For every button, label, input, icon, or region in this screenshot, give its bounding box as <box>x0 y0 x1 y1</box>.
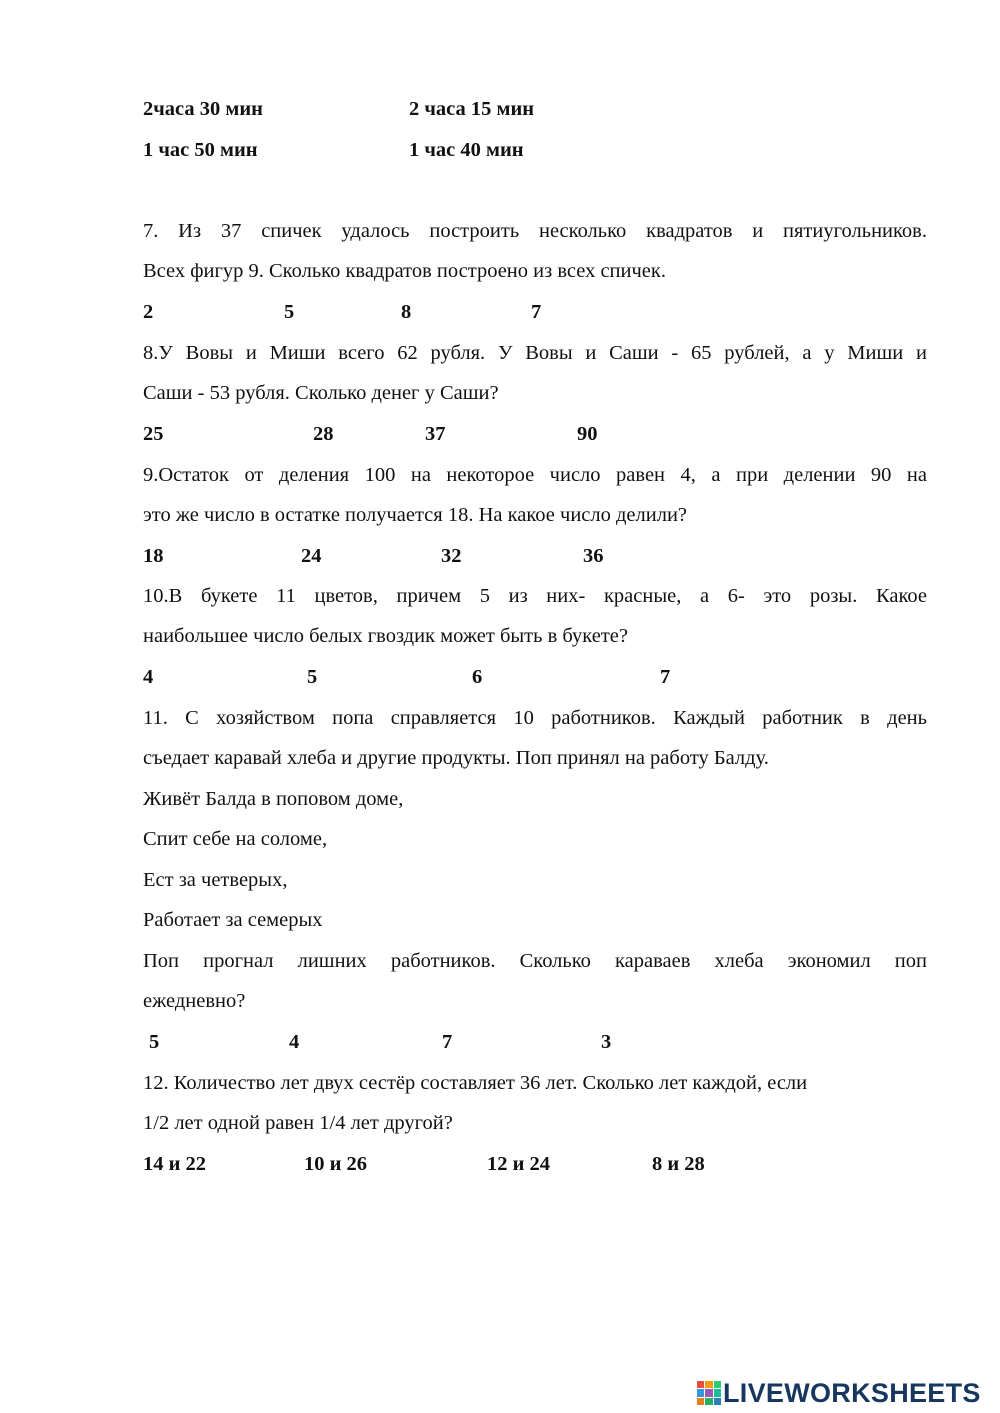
q12-line-2: 1/2 лет одной равен 1/4 лет другой? <box>143 1112 453 1134</box>
answer-option: 8 и 28 <box>652 1153 705 1175</box>
answer-option: 25 <box>143 423 164 445</box>
q9-line-2: это же число в остатке получается 18. На какое число делили? <box>143 504 688 526</box>
answer-option: 1 час 40 мин <box>409 139 524 161</box>
q12-line-1: 12. Количество лет двух сестёр составляет 36 лет. Сколько лет каждой, если <box>143 1072 808 1094</box>
logo-grid-cell <box>697 1398 704 1405</box>
logo-grid-cell <box>705 1381 712 1388</box>
answer-option: 28 <box>313 423 334 445</box>
q10-line-1: 10.В букете 11 цветов, причем 5 из них- красные, а 6- это розы. Какое <box>143 585 927 607</box>
logo-grid-cell <box>714 1381 721 1388</box>
logo-grid-cell <box>705 1389 712 1396</box>
q11-poem-line-1: Живёт Балда в поповом доме, <box>143 788 404 810</box>
q11-line-8: ежедневно? <box>143 990 246 1012</box>
answer-option: 10 и 26 <box>304 1153 368 1175</box>
answer-option: 5 <box>149 1031 160 1053</box>
answer-option: 2часа 30 мин <box>143 98 263 120</box>
answer-option: 8 <box>401 301 412 323</box>
q9-line-1: 9.Остаток от деления 100 на некоторое число равен 4, а при делении 90 на <box>143 464 927 486</box>
logo-text: LIVEWORKSHEETS <box>723 1377 981 1408</box>
answer-option: 14 и 22 <box>143 1153 207 1175</box>
answer-option: 7 <box>660 666 671 688</box>
answer-option: 2 часа 15 мин <box>409 98 535 120</box>
q7-line-2: Всех фигур 9. Сколько квадратов построено из всех спичек. <box>143 260 666 282</box>
answer-option: 6 <box>472 666 483 688</box>
logo-grid-cell <box>697 1381 704 1388</box>
answer-option: 4 <box>289 1031 300 1053</box>
logo-grid-cell <box>697 1389 704 1396</box>
answer-option: 36 <box>583 545 604 567</box>
q11-options <box>143 1029 943 1055</box>
answer-option: 1 час 50 мин <box>143 139 258 161</box>
q8-line-2: Саши - 53 рубля. Сколько денег у Саши? <box>143 382 499 404</box>
answer-option: 32 <box>441 545 462 567</box>
q12-options <box>143 1151 943 1177</box>
q8-options <box>143 421 943 447</box>
logo-grid-cell <box>705 1398 712 1405</box>
answer-option: 37 <box>425 423 446 445</box>
answer-option: 2 <box>143 301 154 323</box>
answer-option: 4 <box>143 666 154 688</box>
answer-option: 5 <box>284 301 295 323</box>
logo-grid-cell <box>714 1398 721 1405</box>
answer-option: 90 <box>577 423 598 445</box>
answer-option: 5 <box>307 666 318 688</box>
q7-options <box>143 299 943 325</box>
q7-line-1: 7. Из 37 спичек удалось построить несколько квадратов и пятиугольников. <box>143 220 927 242</box>
liveworksheets-logo <box>697 1378 981 1408</box>
q10-line-2: наибольшее число белых гвоздик может быть в букете? <box>143 625 629 647</box>
q11-poem-line-2: Спит себе на соломе, <box>143 828 328 850</box>
q8-line-1: 8.У Вовы и Миши всего 62 рубля. У Вовы и Саши - 65 рублей, а у Миши и <box>143 342 927 364</box>
answer-option: 7 <box>442 1031 453 1053</box>
q11-poem-line-3: Ест за четверых, <box>143 869 288 891</box>
q11-line-2: съедает каравай хлеба и другие продукты. Поп принял на работу Балду. <box>143 747 769 769</box>
top-answers-row-1 <box>143 96 943 122</box>
logo-grid-cell <box>714 1389 721 1396</box>
answer-option: 7 <box>531 301 542 323</box>
answer-option: 24 <box>301 545 322 567</box>
q11-line-1: 11. С хозяйством попа справляется 10 работников. Каждый работник в день <box>143 707 927 729</box>
q11-poem-line-4: Работает за семерых <box>143 909 323 931</box>
q9-options <box>143 543 943 569</box>
answer-option: 18 <box>143 545 164 567</box>
top-answers-row-2 <box>143 137 943 163</box>
answer-option: 3 <box>601 1031 612 1053</box>
logo-grid-icon <box>697 1381 721 1405</box>
answer-option: 12 и 24 <box>487 1153 551 1175</box>
q10-options <box>143 664 943 690</box>
q11-line-7: Поп прогнал лишних работников. Сколько караваев хлеба экономил поп <box>143 950 927 972</box>
